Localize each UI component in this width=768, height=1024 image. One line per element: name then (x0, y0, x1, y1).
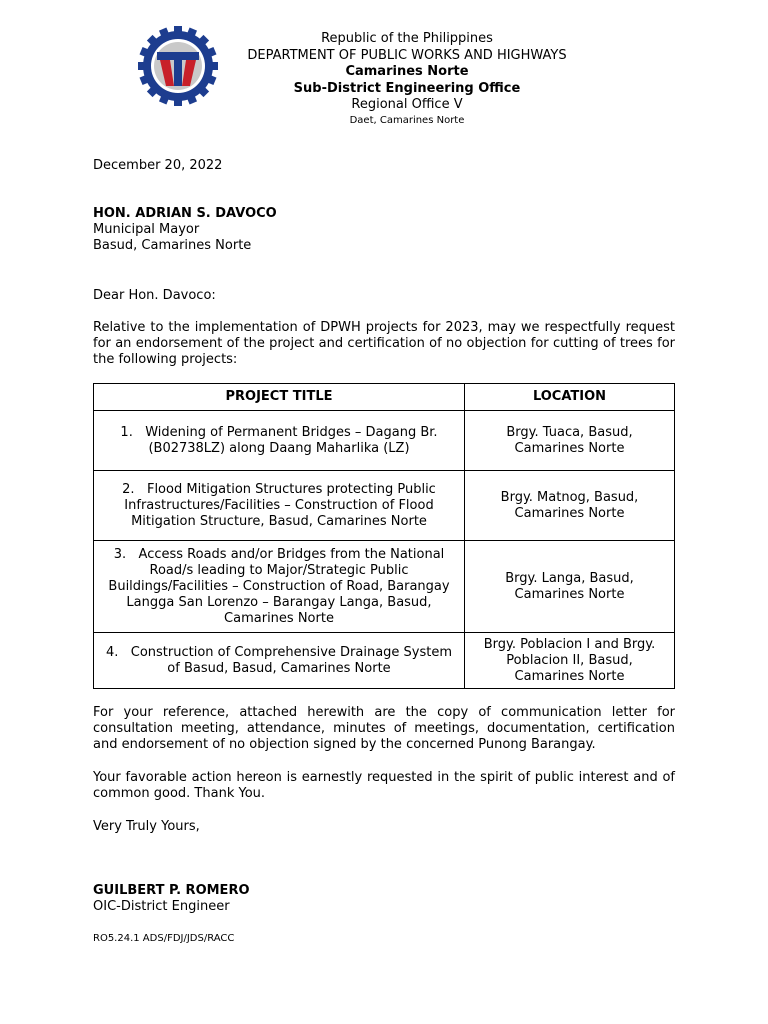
letter-date: December 20, 2022 (93, 158, 223, 173)
header-location: LOCATION (465, 384, 675, 411)
province-line: Camarines Norte (345, 64, 469, 79)
project-location-cell: Brgy. Poblacion I and Brgy. Poblacion II, Basud, Camarines Norte (465, 633, 675, 689)
signature-block (93, 883, 675, 915)
addressee-name: HON. ADRIAN S. DAVOCO (93, 206, 277, 221)
project-location-cell: Brgy. Matnog, Basud, Camarines Norte (465, 471, 675, 541)
signatory-name: GUILBERT P. ROMERO (93, 883, 250, 898)
project-title-cell (94, 471, 465, 541)
project-number: 2. (122, 481, 135, 497)
signatory-title: OIC-District Engineer (93, 899, 230, 914)
city-line: Daet, Camarines Norte (349, 114, 465, 126)
addressee-title: Municipal Mayor (93, 222, 200, 237)
body-paragraph-1: Relative to the implementation of DPWH projects for 2023, may we respectfully request for an endorsement of the project and certification of no objection for cutting of trees for the following projects: (93, 320, 675, 367)
table-header-row (94, 384, 675, 411)
republic-line: Republic of the Philippines (321, 31, 493, 46)
region-line: Regional Office V (351, 97, 463, 112)
department-line: DEPARTMENT OF PUBLIC WORKS AND HIGHWAYS (247, 47, 567, 63)
header-project-title: PROJECT TITLE (94, 384, 465, 411)
project-location-cell: Brgy. Tuaca, Basud, Camarines Norte (465, 411, 675, 471)
project-number: 3. (113, 546, 127, 562)
project-title-cell (94, 411, 465, 471)
project-title: Flood Mitigation Structures protecting Public Infrastructures/Facilities – Construction of Flood Mitigation Structure, Basud, Camarines Norte (124, 481, 436, 529)
table-row (94, 471, 675, 541)
reference-code: RO5.24.1 ADS/FDJ/JDS/RACC (93, 933, 235, 944)
table-row (94, 633, 675, 689)
salutation: Dear Hon. Davoco: (93, 288, 216, 303)
projects-table (93, 383, 675, 689)
letterhead (240, 31, 574, 127)
table-row (94, 541, 675, 633)
project-number: 4. (105, 644, 119, 660)
project-title: Widening of Permanent Bridges – Dagang Br. (B02738LZ) along Daang Maharlika (LZ) (145, 424, 438, 456)
addressee-location: Basud, Camarines Norte (93, 238, 252, 253)
addressee-block (93, 206, 675, 254)
project-title: Access Roads and/or Bridges from the National Road/s leading to Major/Strategic Public Buildings/Facilities – Construction of Road, Barangay Langga San Lorenzo – Barangay Langa, Basud, Camarines Norte (108, 546, 450, 626)
project-title: Construction of Comprehensive Drainage System of Basud, Basud, Camarines Norte (130, 644, 453, 676)
table-row (94, 411, 675, 471)
project-location-cell: Brgy. Langa, Basud, Camarines Norte (465, 541, 675, 633)
body-paragraph-2: For your reference, attached herewith are the copy of communication letter for consultation meeting, attendance, minutes of meetings, documentation, certification and endorsement of no objection signed by the concerned Punong Barangay. (93, 705, 675, 752)
project-title-cell (94, 541, 465, 633)
complimentary-closing: Very Truly Yours, (93, 819, 200, 834)
project-title-cell (94, 633, 465, 689)
office-line: Sub-District Engineering Office (293, 80, 521, 96)
project-number: 1. (120, 424, 133, 440)
body-paragraph-3: Your favorable action hereon is earnestly requested in the spirit of public interest and of common good. Thank You. (93, 770, 675, 801)
dpwh-logo (136, 24, 220, 108)
